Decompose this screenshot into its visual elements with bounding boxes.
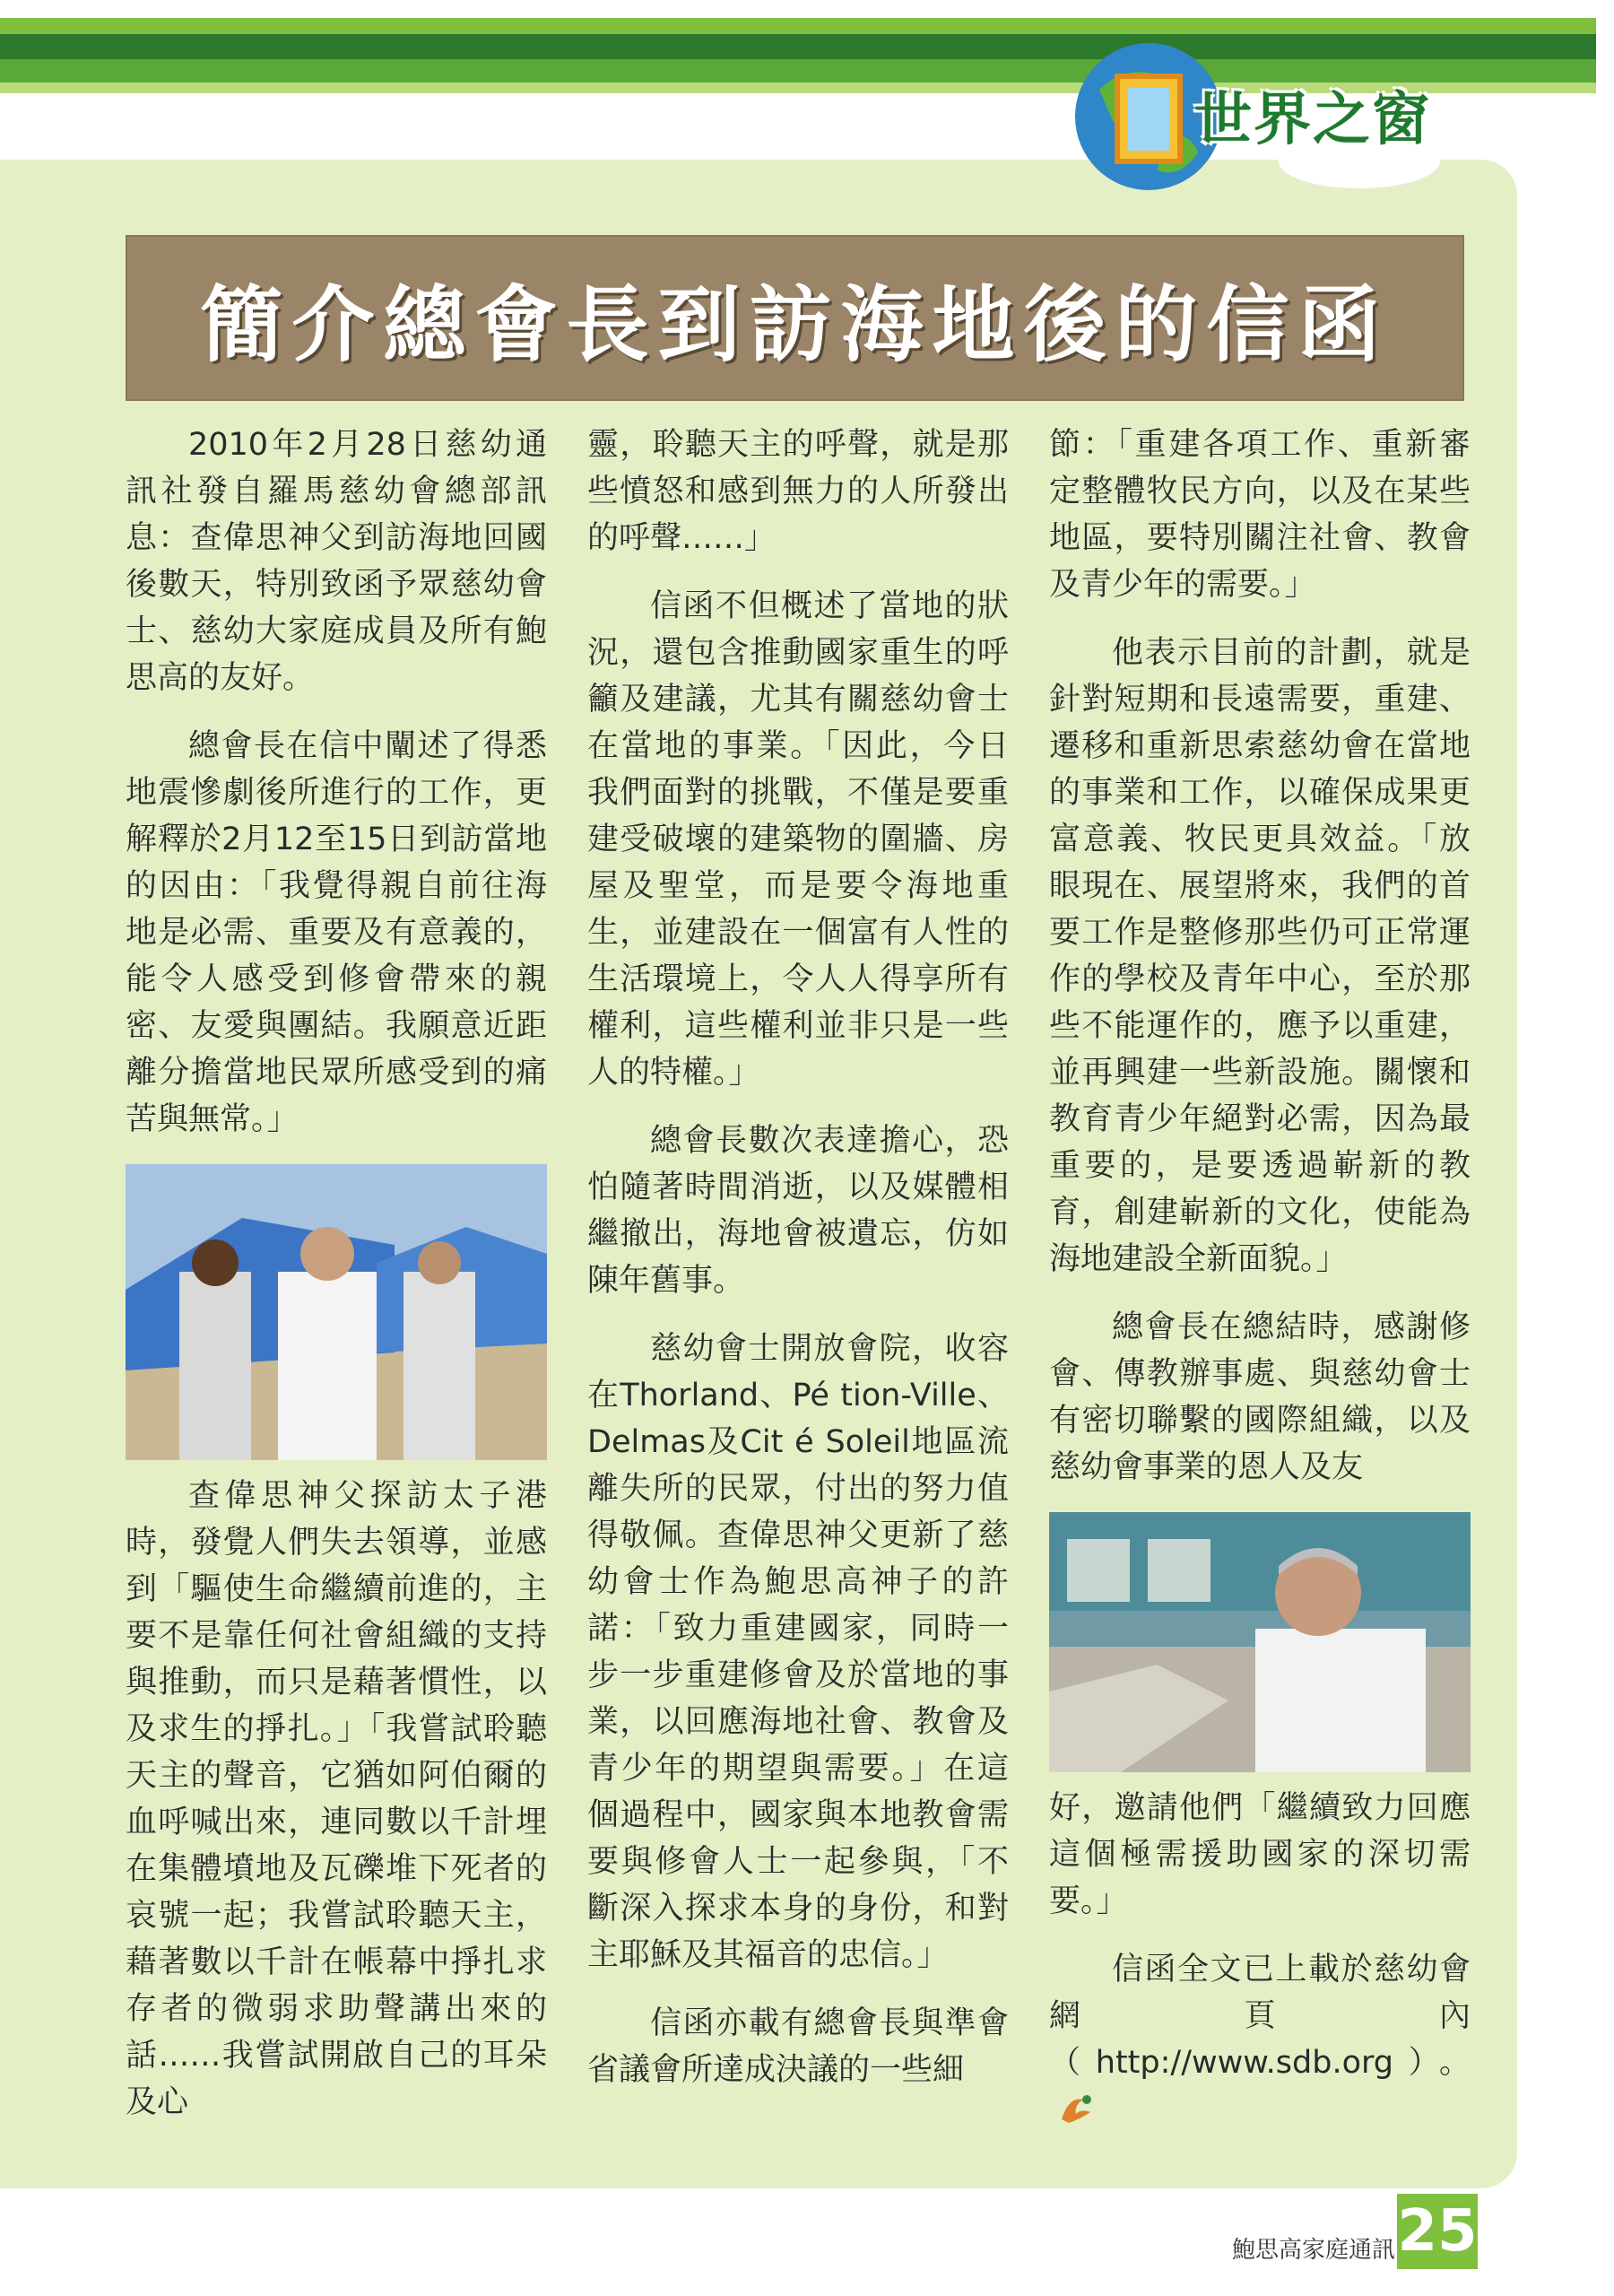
article-column-2 (587, 422, 1009, 2115)
paragraph: 2010年2月28日慈幼通訊社發自羅馬慈幼會總部訊息：查偉思神父到訪海地回國後數天，特別致函予眾慈幼會士、慈幼大家庭成員及所有鮑思高的友好。 (126, 427, 547, 696)
section-logo-text: 世界之窗 (1194, 87, 1431, 153)
article-title: 簡介總會長到訪海地後的信函 (200, 275, 1390, 373)
paragraph: 靈，聆聽天主的呼聲，就是那些憤怒和感到無力的人所發出的呼聲……」 (587, 427, 1009, 556)
paragraph: 總會長數次表達擔心，恐怕隨著時間消逝，以及媒體相繼撤出，海地會被遺忘，仿如陳年舊事。 (587, 1123, 1009, 1299)
paragraph: 總會長在信中闡述了得悉地震慘劇後所進行的工作，更解釋於2月12至15日到訪當地的因由：「我覺得親自前往海地是必需、重要及有意義的，能令人感受到修會帶來的親密、友愛與團結。我願意近距離分擔當地民眾所感受到的痛苦與無常。」 (126, 728, 547, 1137)
paragraph: 慈幼會士開放會院，收容在Thorland、Pé tion-Ville、Delmas及Cit é Soleil地區流離失所的民眾，付出的努力值得敬佩。查偉思神父更新了慈幼會士作為鮑思高神子的許諾：「致力重建國家，同時一步一步重建修會及於當地的事業，以回應海地社會、教會及青少年的期望與需要。」在這個過程中，國家與本地教會需要與修會人士一起參與，「不斷深入探求本身的身份，和對主耶穌及其福音的忠信。」 (587, 1331, 1009, 1973)
page-number: 25 (1397, 2194, 1478, 2269)
paragraph: 他表示目前的計劃，就是針對短期和長遠需要，重建、遷移和重新思索慈幼會在當地的事業和工作，以確保成果更富意義、牧民更具效益。「放眼現在、展望將來，我們的首要工作是整修那些仍可正常運作的學校及青年中心，至於那些不能運作的，應予以重建，並再興建一些新設施。關懷和教育青少年絕對必需，因為最重要的，是要透過嶄新的教育，創建嶄新的文化，使能為海地建設全新面貌。」 (1049, 635, 1471, 1277)
paragraph: 好，邀請他們「繼續致力回應這個極需援助國家的深切需要。」 (1049, 1790, 1471, 1919)
paragraph: 信函不但概述了當地的狀況，還包含推動國家重生的呼籲及建議，尤其有關慈幼會士在當地的事業。「因此，今日我們面對的挑戰，不僅是要重建受破壞的建築物的圍牆、房屋及聖堂，而是要令海地重生，並建設在一個富有人性的生活環境上，令人人得享所有權利，這些權利並非只是一些人的特權。」 (587, 588, 1009, 1091)
article-column-3 (1049, 422, 1471, 2154)
article-column-1 (126, 422, 547, 2147)
paragraph: 查偉思神父探訪太子港時，發覺人們失去領導，並感到「驅使生命繼續前進的，主要不是靠任何社會組織的支持與推動，而只是藉著慣性，以及求生的掙扎。」「我嘗試聆聽天主的聲音，它猶如阿伯爾的血呼喊出來，連同數以千計埋在集體墳地及瓦礫堆下死者的哀號一起；我嘗試聆聽天主，藉著數以千計在帳幕中掙扎求存者的微弱求助聲講出來的話……我嘗試開啟自己的耳朵及心 (126, 1478, 547, 2120)
paragraph: 節：「重建各項工作、重新審定整體牧民方向，以及在某些地區，要特別關注社會、教會及青少年的需要。」 (1049, 427, 1471, 603)
paragraph: 總會長在總結時，感謝修會、傳教辦事處、與慈幼會士有密切聯繫的國際組織，以及慈幼會事業的恩人及友 (1049, 1309, 1471, 1485)
end-mark-icon (1056, 2092, 1096, 2128)
title-banner (126, 235, 1464, 401)
photo-praying-man (1049, 1512, 1471, 1772)
paragraph: 信函亦載有總會長與準會省議會所達成決議的一些細 (587, 2005, 1009, 2088)
publication-name: 鮑思高家庭通訊 (1232, 2237, 1396, 2264)
section-logo (1063, 27, 1458, 206)
closing-text: 信函全文已上載於慈幼會網頁內（http://www.sdb.org）。 (1049, 1952, 1471, 2081)
paragraph (1049, 1946, 1471, 2133)
photo-tents-visit (126, 1164, 547, 1460)
